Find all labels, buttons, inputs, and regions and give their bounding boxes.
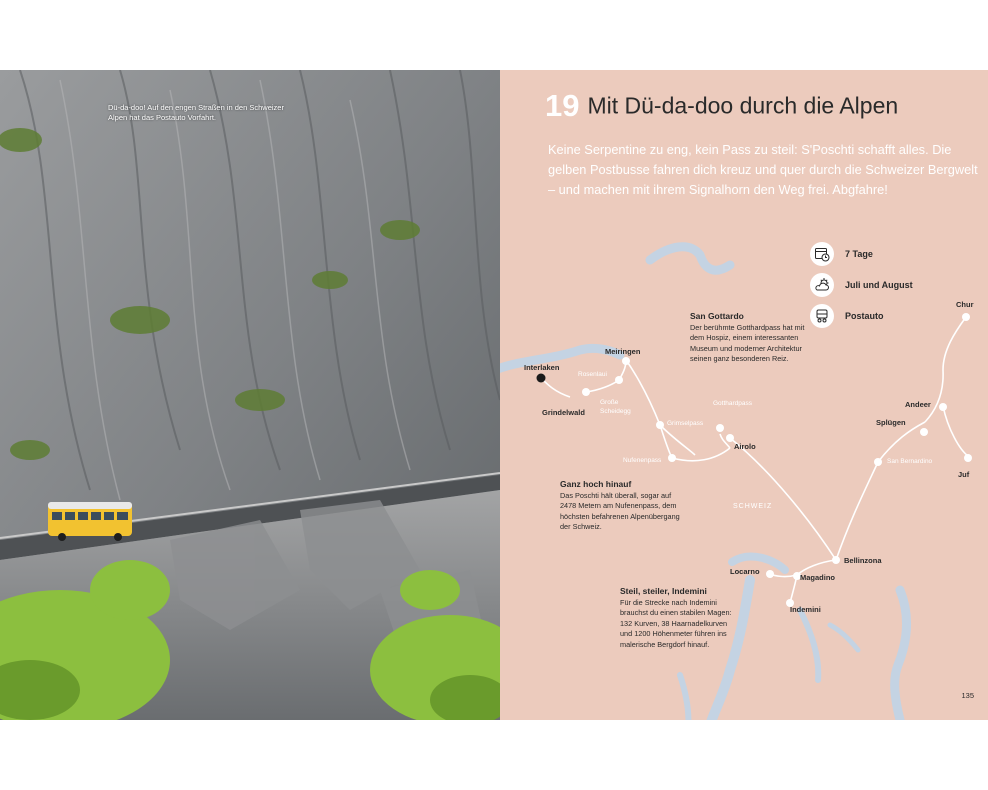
country-label: SCHWEIZ [733,503,773,510]
postbus-illustration [48,502,132,541]
route-map-page [500,70,988,720]
chapter-title: Mit Dü-da-doo durch die Alpen [587,92,899,119]
info-transport-label: Postauto [845,311,884,321]
place-bellinzona: Bellinzona [844,556,882,565]
info-season-label: Juli und August [845,280,913,290]
note-san-gottardo [690,311,810,365]
info-transport [810,303,884,329]
route-map [500,70,988,720]
place-jufen: Juf [958,470,970,479]
place-indemini: Indemini [790,605,821,614]
chapter-number: 19 [545,88,580,123]
note-title: Steil, steiler, Indemini [620,586,707,596]
place-interlaken: Interlaken [524,363,560,372]
note-body: Für die Strecke nach Indemini brauchst du einen stabilen Magen: 132 Kurven, 38 Haarnadelkurven und 1200 Höhenmeter führen ins malerische Bergdorf hinauf. [620,598,732,649]
place-locarno: Locarno [730,567,760,576]
note-indemini [620,586,740,650]
place-grosse-scheidegg: Große Scheidegg [600,399,631,415]
calendar-clock-icon [810,242,834,266]
place-gotthardpass: Gotthardpass [713,400,753,407]
place-magadino: Magadino [800,573,835,582]
place-chur: Chur [956,300,974,309]
postauto-icon [810,304,834,328]
place-grimselpass: Grimselpass [667,420,704,427]
note-title: Ganz hoch hinauf [560,479,632,489]
note-title: San Gottardo [690,311,744,321]
note-body: Das Poschti hält überall, sogar auf 2478 Metern am Nufenenpass, dem höchsten befahrenen Alpenübergang der Schweiz. [560,491,680,532]
place-spluegen: Splügen [876,418,906,427]
book-spread [0,70,988,720]
note-body: Der berühmte Gotthardpass hat mit dem Hospiz, einem interessanten Museum und moderner Architektur seinen ganz besonderen Reiz. [690,323,805,364]
place-airolo: Airolo [734,442,756,451]
chapter-intro: Keine Serpentine zu eng, kein Pass zu steil: S'Poschti schafft alles. Die gelben Postbusse fahren dich kreuz und quer durch die Schweizer Bergwelt – und machen mit ihrem Signalhorn den Weg frei. Abgfahre! [548,142,978,197]
page-number: 135 [961,691,974,700]
info-season [810,272,913,298]
place-meiringen: Meiringen [605,347,641,356]
mountain-road-photo [0,70,500,720]
photo-illustration [0,70,500,720]
place-grindelwald: Grindelwald [542,408,585,417]
note-ganz-hoch-hinauf [560,479,680,533]
sun-cloud-icon [810,273,834,297]
place-andeer: Andeer [905,400,931,409]
place-rosenlaui: Rosenlaui [578,371,607,378]
start-marker [537,374,546,383]
photo-caption: Dü-da-doo! Auf den engen Straßen in den Schweizer Alpen hat das Postauto Vorfahrt. [108,103,284,122]
info-duration [810,241,873,267]
place-san-bernardino: San Bernardino [887,458,933,465]
info-duration-label: 7 Tage [845,249,873,259]
place-nufenenpass: Nufenenpass [623,457,662,464]
